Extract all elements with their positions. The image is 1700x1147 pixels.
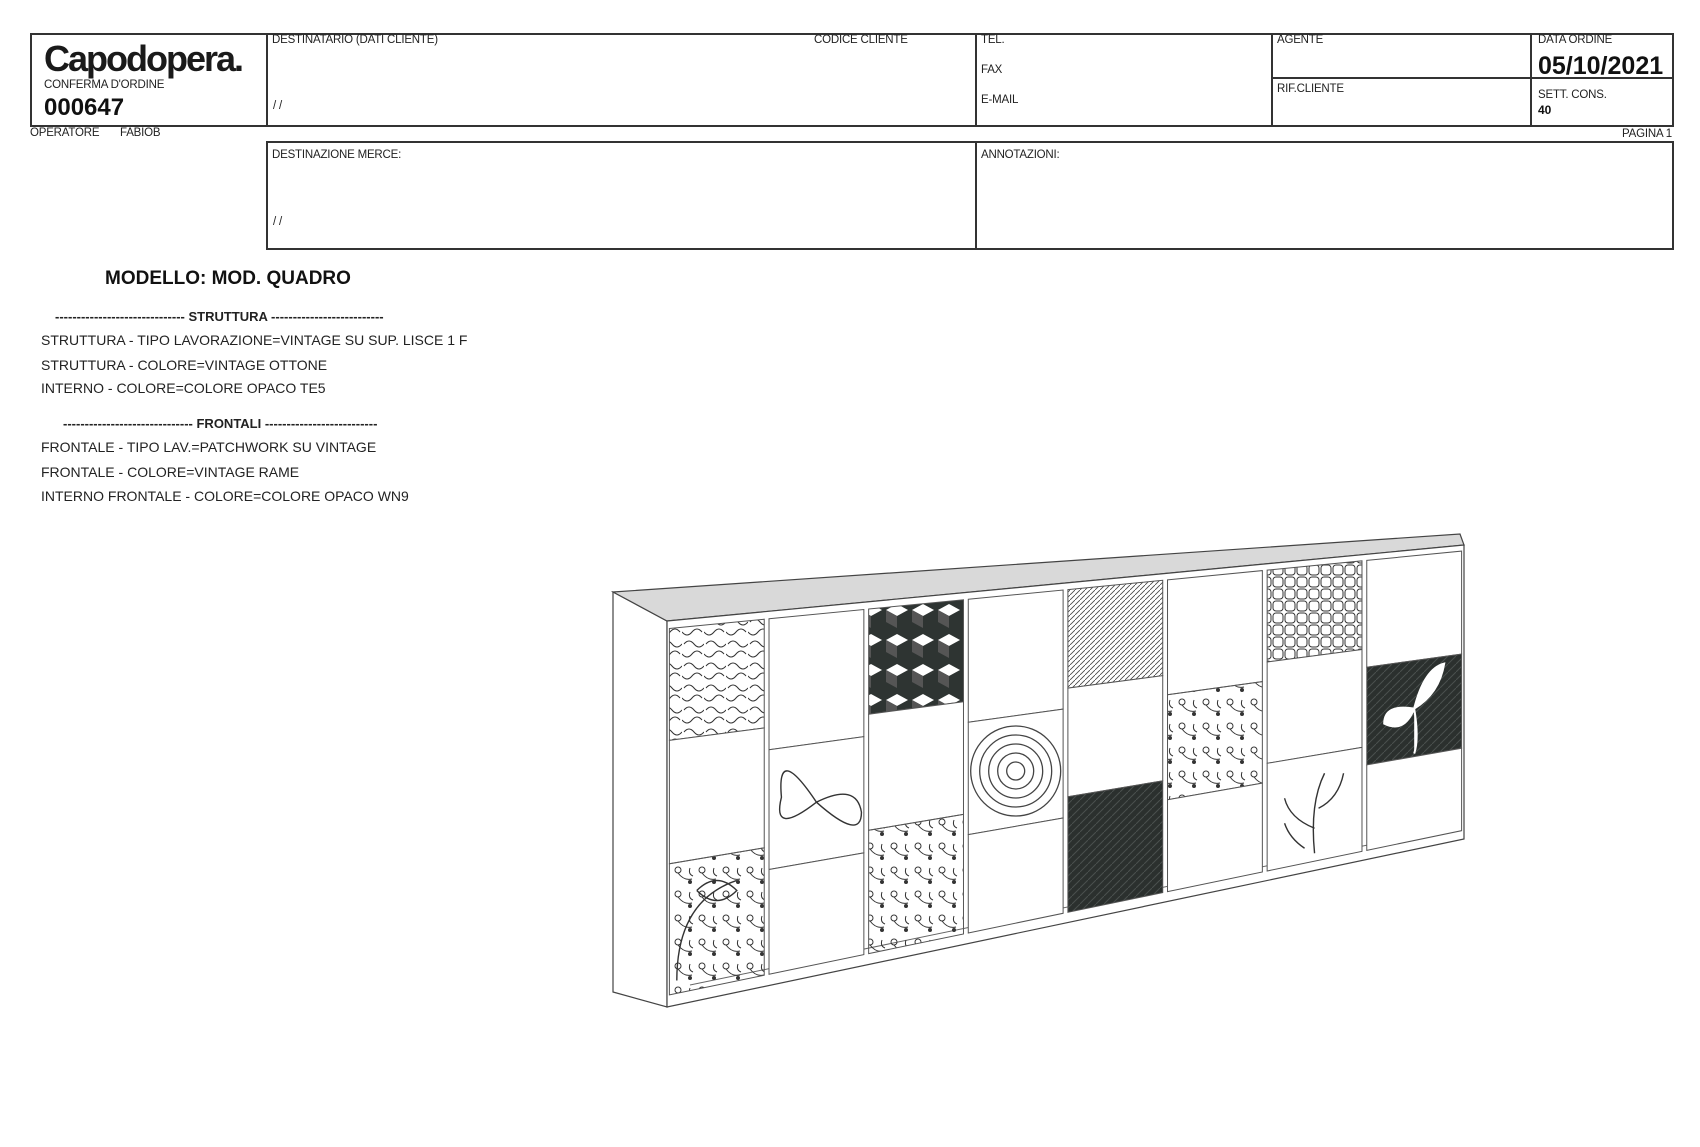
model-title: MODELLO: MOD. QUADRO	[105, 268, 351, 289]
tile-squiggle	[669, 619, 764, 740]
operator-label: OPERATORE	[30, 127, 100, 139]
tile-floral-panel	[669, 848, 764, 995]
page-number: PAGINA 1	[1622, 128, 1672, 140]
tile-blank	[968, 590, 1063, 722]
delivery-week-label: SETT. CONS.	[1538, 89, 1607, 101]
customer-code-label: CODICE CLIENTE	[814, 34, 908, 46]
tile-blank	[968, 818, 1063, 933]
spec-line: FRONTALE - TIPO LAV.=PATCHWORK SU VINTAGE	[41, 439, 377, 455]
tile-blank	[1168, 571, 1263, 695]
tile-dark	[1068, 781, 1163, 912]
tile-blank	[1068, 676, 1163, 797]
order-number: 000647	[44, 94, 125, 121]
tile-cubes	[869, 600, 964, 714]
tile-floral	[869, 814, 964, 953]
spec-line: INTERNO - COLORE=COLORE OPACO TE5	[41, 380, 326, 396]
tile-leaf-texture	[1068, 580, 1163, 688]
tel-label: TEL.	[981, 34, 1005, 46]
destination-label: DESTINAZIONE MERCE:	[272, 149, 402, 161]
spec-line: FRONTALE - COLORE=VINTAGE RAME	[41, 464, 300, 480]
brand-logo: Capodopera.	[44, 38, 243, 79]
tile-floral	[1168, 682, 1263, 800]
delivery-week: 40	[1538, 103, 1552, 117]
order-date: 05/10/2021	[1538, 52, 1664, 80]
operator-value: FABIOB	[120, 127, 161, 139]
customer-ref-label: RIF.CLIENTE	[1277, 83, 1344, 95]
spec-line: STRUTTURA - COLORE=VINTAGE OTTONE	[41, 357, 328, 373]
order-date-label: DATA ORDINE	[1538, 34, 1613, 46]
notes-label: ANNOTAZIONI:	[981, 149, 1060, 161]
agent-label: AGENTE	[1277, 34, 1324, 46]
spec-line: STRUTTURA - TIPO LAVORAZIONE=VINTAGE SU SUP. LISCE 1 F	[41, 332, 468, 348]
spec-line: INTERNO FRONTALE - COLORE=COLORE OPACO WN9	[41, 488, 409, 504]
tile-blank	[869, 702, 964, 831]
side-panel	[613, 592, 667, 1007]
tile-blank	[669, 728, 764, 864]
tile-blank	[1367, 551, 1462, 667]
destination-date: / /	[273, 216, 282, 228]
section-heading-frontali: ------------------------------ FRONTALI --------------------------	[63, 416, 378, 431]
fax-label: FAX	[981, 64, 1003, 76]
section-heading-struttura: ------------------------------ STRUTTURA --------------------------	[55, 309, 384, 324]
recipient-label: DESTINATARIO (DATI CLIENTE)	[272, 34, 438, 46]
tile-croc	[1267, 561, 1362, 662]
tile-blank	[1168, 783, 1263, 892]
doc-type: CONFERMA D'ORDINE	[44, 79, 165, 91]
tile-blank	[769, 853, 864, 974]
recipient-date: / /	[273, 100, 282, 112]
email-label: E-MAIL	[981, 94, 1019, 106]
tile-blank	[769, 609, 864, 749]
tile-blank	[1267, 650, 1362, 764]
